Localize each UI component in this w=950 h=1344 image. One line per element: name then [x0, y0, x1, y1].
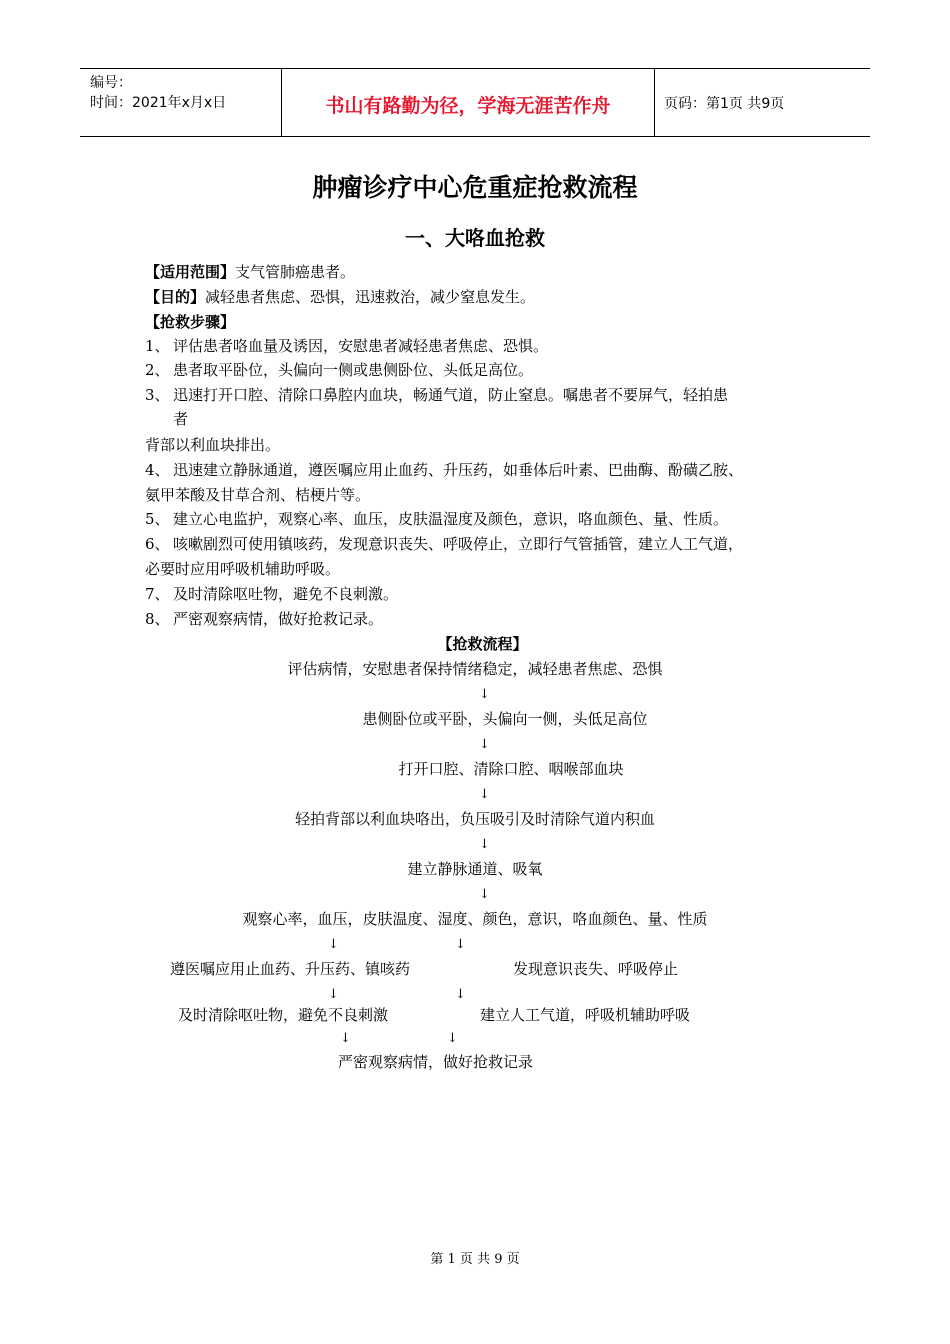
steps-label: 【抢救步骤】 — [145, 313, 236, 331]
flow-arrow: ↓ — [328, 987, 339, 1002]
flow-arrow: ↓ — [479, 687, 490, 702]
time-label: 时间：2021年x月x日 — [90, 95, 227, 111]
purpose-line — [145, 285, 535, 309]
document-header — [80, 68, 870, 137]
flow-branch-right: 发现意识丧失、呼吸停止 — [513, 960, 679, 978]
scope-text: 支气管肺癌患者。 — [235, 263, 356, 281]
document-title: 肿瘤诊疗中心危重症抢救流程 — [312, 173, 638, 202]
header-meta — [90, 73, 226, 113]
flow-branch-left: 遵医嘱应用止血药、升压药、镇咳药 — [170, 960, 411, 978]
purpose-text: 减轻患者焦虑、恐惧，迅速救治，减少窒息发生。 — [205, 288, 536, 306]
flow-step: 建立静脉通道、吸氧 — [407, 860, 543, 878]
page-footer: 第 1 页 共 9 页 — [430, 1252, 520, 1267]
step-text: 严密观察病情，做好抢救记录。 — [173, 610, 384, 628]
step-continuation: 氨甲苯酸及甘草合剂、桔梗片等。 — [145, 486, 371, 504]
step-number: 7、 — [145, 585, 170, 603]
section-title: 一、大咯血抢救 — [405, 226, 545, 250]
flow-step: 观察心率，血压，皮肤温度、湿度、颜色，意识，咯血颜色、量、性质 — [242, 910, 708, 928]
step-text-wrap: 者 — [173, 410, 189, 428]
flow-arrow: ↓ — [447, 1031, 458, 1046]
step-text: 迅速建立静脉通道，遵医嘱应用止血药、升压药，如垂体后叶素、巴曲酶、酚磺乙胺、 — [173, 461, 744, 479]
flow-branch-right: 建立人工气道，呼吸机辅助呼吸 — [480, 1006, 691, 1024]
step-text: 迅速打开口腔、清除口鼻腔内血块，畅通气道，防止窒息。嘱患者不要屏气，轻拍患 — [173, 386, 729, 404]
scope-line — [145, 260, 355, 284]
header-motto: 书山有路勤为径，学海无涯苦作舟 — [325, 95, 611, 117]
flow-branch-left: 及时清除呕吐物，避免不良刺激 — [178, 1006, 389, 1024]
flow-step: 患侧卧位或平卧，头偏向一侧，头低足高位 — [362, 710, 648, 728]
flow-step: 打开口腔、清除口腔、咽喉部血块 — [398, 760, 624, 778]
step-number: 1、 — [145, 337, 170, 355]
flow-step: 轻拍背部以利血块咯出，负压吸引及时清除气道内积血 — [294, 810, 655, 828]
step-number: 6、 — [145, 535, 170, 553]
flow-final: 严密观察病情，做好抢救记录 — [338, 1053, 534, 1071]
step-number: 5、 — [145, 510, 170, 528]
step-number: 8、 — [145, 610, 170, 628]
scope-label: 【适用范围】 — [145, 263, 236, 281]
header-page-info: 页码：第1页 共9页 — [664, 96, 785, 112]
step-continuation: 背部以利血块排出。 — [145, 436, 281, 454]
step-text: 患者取平卧位，头偏向一侧或患侧卧位、头低足高位。 — [173, 361, 534, 379]
step-text: 评估患者咯血量及诱因，安慰患者减轻患者焦虑、恐惧。 — [173, 337, 549, 355]
number-label: 编号： — [90, 75, 132, 91]
step-number: 4、 — [145, 461, 170, 479]
flow-arrow: ↓ — [455, 937, 466, 952]
flow-step: 评估病情，安慰患者保持情绪稳定，减轻患者焦虑、恐惧 — [287, 660, 663, 678]
step-text: 建立心电监护，观察心率、血压，皮肤温湿度及颜色，意识，咯血颜色、量、性质。 — [173, 510, 729, 528]
header-divider — [654, 69, 655, 136]
step-number: 3、 — [145, 386, 170, 404]
flow-arrow: ↓ — [455, 987, 466, 1002]
flow-arrow: ↓ — [479, 887, 490, 902]
flow-arrow: ↓ — [328, 937, 339, 952]
purpose-label: 【目的】 — [145, 288, 206, 306]
flow-arrow: ↓ — [479, 737, 490, 752]
flow-arrow: ↓ — [340, 1031, 351, 1046]
flow-label: 【抢救流程】 — [437, 635, 528, 653]
step-number: 2、 — [145, 361, 170, 379]
step-continuation: 必要时应用呼吸机辅助呼吸。 — [145, 560, 341, 578]
flow-arrow: ↓ — [479, 837, 490, 852]
step-text: 及时清除呕吐物，避免不良刺激。 — [173, 585, 399, 603]
flow-arrow: ↓ — [479, 787, 490, 802]
step-text: 咳嗽剧烈可使用镇咳药，发现意识丧失、呼吸停止，立即行气管插管，建立人工气道， — [173, 535, 744, 553]
